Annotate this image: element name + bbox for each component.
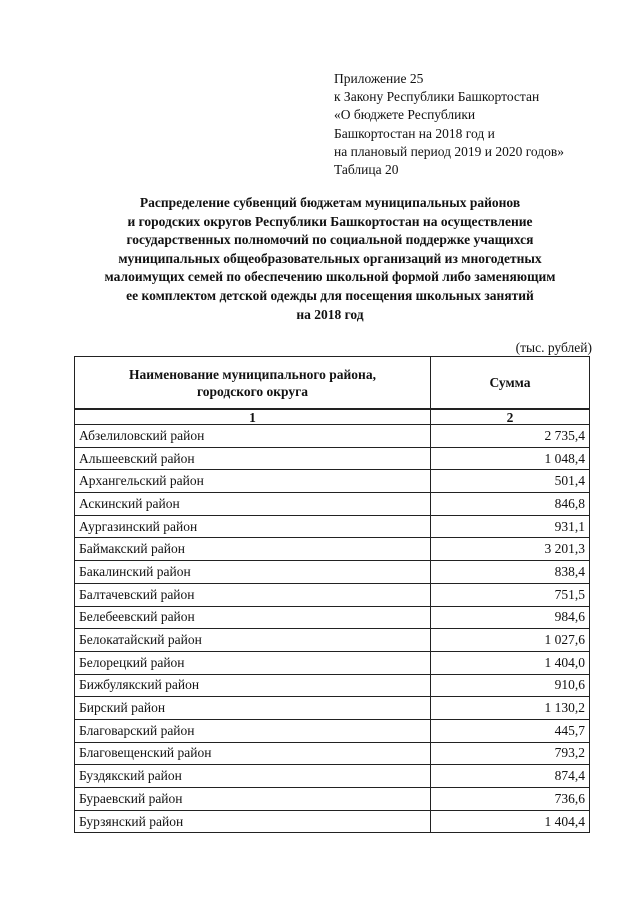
title-line: муниципальных общеобразовательных организаций из многодетных [118,250,542,266]
appendix-line: «О бюджете Республики [334,107,476,123]
district-name: Бирский район [75,697,431,720]
district-name: Белокатайский район [75,629,431,652]
column-number-1: 1 [75,409,431,425]
title-line: на 2018 год [296,306,364,322]
header-name [75,357,431,410]
district-sum: 931,1 [431,515,590,538]
title-line: ее комплектом детской одежды для посещения школьных занятий [126,287,534,303]
district-sum: 501,4 [431,470,590,493]
appendix-line: Таблица 20 [334,162,399,178]
district-name: Бакалинский район [75,561,431,584]
table-row [75,538,590,561]
table-row [75,788,590,811]
district-name: Буздякский район [75,765,431,788]
table-row [75,719,590,742]
district-name: Бурзянский район [75,810,431,833]
units-label: (тыс. рублей) [515,340,592,355]
table-row [75,515,590,538]
table-row [75,470,590,493]
district-name: Аскинский район [75,493,431,516]
title-line: малоимущих семей по обеспечению школьной формой либо заменяющим [104,269,556,285]
title-line: и городских округов Республики Башкортостан на осуществление [127,213,533,229]
header-sum: Сумма [431,357,590,410]
column-number-2: 2 [431,409,590,425]
district-name: Аургазинский район [75,515,431,538]
district-name: Архангельский район [75,470,431,493]
district-sum: 838,4 [431,561,590,584]
table-row [75,742,590,765]
appendix-line: Башкортостан на 2018 год и [334,125,495,141]
table-row [75,765,590,788]
table-row [75,674,590,697]
district-sum: 1 404,4 [431,810,590,833]
district-name: Балтачевский район [75,583,431,606]
table-row [75,697,590,720]
header-name-line1: Наименование муниципального района, [129,366,376,382]
district-name: Белебеевский район [75,606,431,629]
district-name: Благовещенский район [75,742,431,765]
table-row [75,493,590,516]
table-row [75,447,590,470]
title-line: Распределение субвенций бюджетам муниципальных районов [139,195,521,210]
table-row [75,810,590,833]
appendix-header [334,70,634,179]
subsidy-table [74,356,590,833]
table-row [75,425,590,448]
table-header-row [75,357,590,410]
district-name: Бураевский район [75,788,431,811]
table-row [75,651,590,674]
column-number-row [75,409,590,425]
district-sum: 910,6 [431,674,590,697]
district-sum: 736,6 [431,788,590,811]
district-sum: 1 130,2 [431,697,590,720]
appendix-line: на плановый период 2019 и 2020 годов» [334,143,565,159]
document-title [70,194,590,324]
appendix-line: Приложение 25 [334,71,424,86]
district-name: Благоварский район [75,719,431,742]
district-name: Альшеевский район [75,447,431,470]
district-sum: 984,6 [431,606,590,629]
appendix-line: к Закону Республики Башкортостан [334,89,540,105]
title-line: государственных полномочий по социальной поддержке учащихся [126,232,534,248]
district-sum: 1 048,4 [431,447,590,470]
table-row [75,561,590,584]
district-sum: 3 201,3 [431,538,590,561]
table-row [75,606,590,629]
header-name-line2: городского округа [197,383,308,399]
district-name: Абзелиловский район [75,425,431,448]
district-sum: 1 404,0 [431,651,590,674]
district-sum: 793,2 [431,742,590,765]
district-name: Бижбулякский район [75,674,431,697]
district-sum: 2 735,4 [431,425,590,448]
table-body [75,425,590,833]
district-sum: 445,7 [431,719,590,742]
district-sum: 846,8 [431,493,590,516]
district-sum: 751,5 [431,583,590,606]
table-row [75,629,590,652]
district-name: Баймакский район [75,538,431,561]
table-row [75,583,590,606]
district-sum: 874,4 [431,765,590,788]
district-name: Белорецкий район [75,651,431,674]
district-sum: 1 027,6 [431,629,590,652]
